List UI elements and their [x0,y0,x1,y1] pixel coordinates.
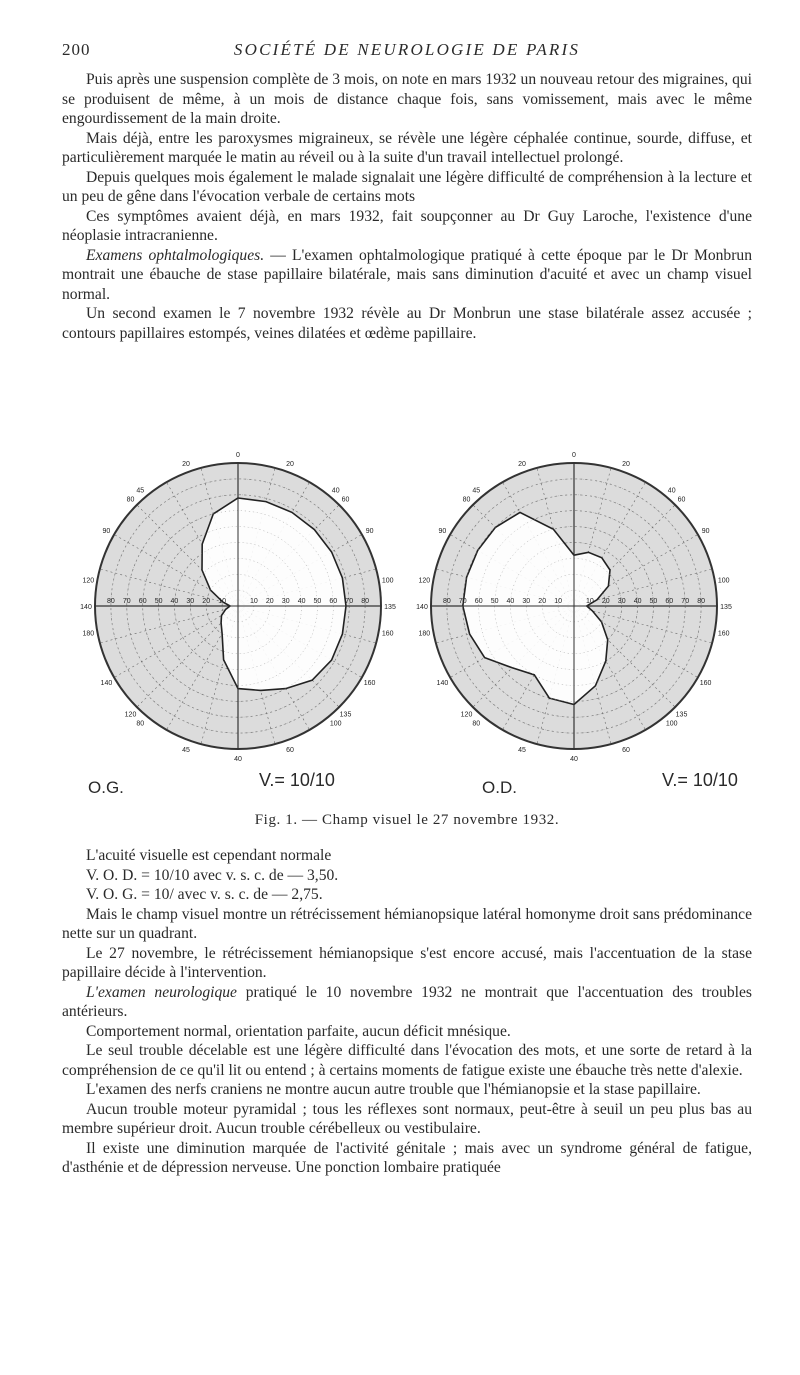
left-eye-radial-label: 60 [329,598,338,605]
left-eye-label: O.G. [88,778,124,797]
left-eye-rim-label: 180 [82,630,95,638]
right-eye-rim-label: 0 [572,452,576,459]
right-eye-rim-label: 120 [460,711,473,719]
right-eye-radial-label: 80 [443,598,451,605]
body-text-bottom [62,846,752,1178]
right-eye-rim-label: 20 [622,461,630,469]
paragraph: Un second examen le 7 novembre 1932 révèle au Dr Monbrun une stase bilatérale assez accusée ; contours papillaires estompés, veines dilatées et œdème papillaire. [62,305,752,342]
paragraph: L'examen des nerfs craniens ne montre aucun autre trouble que l'hémianopsie et la stase papillaire. [86,1081,701,1098]
paragraph: Comportement normal, orientation parfaite, aucun déficit mnésique. [86,1022,511,1040]
left-eye-radial-label: 50 [313,598,322,605]
journal-title: SOCIÉTÉ DE NEUROLOGIE DE PARIS [233,40,581,59]
paragraph-neuro [62,983,752,1022]
left-eye-rim-label: 140 [80,604,92,611]
right-eye-radial-label: 60 [474,598,483,605]
body-text-top [62,70,752,343]
figure-caption: Fig. 1. — Champ visuel le 27 novembre 1932. [254,812,560,828]
right-eye-radial-label: 30 [522,598,531,605]
paragraph-ophtalmo [62,246,752,305]
left-eye-rim-label: 45 [182,746,190,754]
right-eye-rim-label: 20 [518,461,526,469]
right-eye-rim-label: 180 [418,630,431,638]
left-eye-rim-label: 40 [234,756,242,763]
left-acuity-label: V.= 10/10 [259,770,335,790]
right-eye-radial-label: 60 [665,598,674,605]
left-eye-radial-label: 40 [297,598,306,605]
right-eye-radial-label: 20 [538,598,547,605]
left-eye-radial-label: 10 [250,598,258,605]
right-eye-radial-label: 10 [586,598,594,605]
left-eye-rim-label: 60 [341,496,350,504]
left-eye-rim-label: 120 [82,577,95,585]
left-eye-rim-label: 40 [331,487,340,495]
perimetry-charts [62,448,752,808]
right-eye-rim-label: 100 [717,577,730,585]
left-eye-rim-label: 0 [236,452,240,459]
paragraph: Il existe une diminution marquée de l'activité génitale ; mais avec un syndrome général de fatigue, d'asthénie et de dépression nerveuse. Une ponction lombaire pratiquée [62,1139,752,1176]
left-eye-radial-label: 40 [170,598,179,605]
left-eye-rim-label: 80 [126,496,135,504]
right-eye-rim-label: 90 [438,528,447,535]
right-eye-rim-label: 135 [720,604,732,611]
paragraph: Le seul trouble décelable est une légère difficulté dans l'évocation des mots, et une sorte de retard à la compréhension de ce qu'il lit ou entend ; à certains moments de fatigue existe une ébauche très nette d'alexie. [62,1042,752,1079]
paragraph: V. O. D. = 10/10 avec v. s. c. de — 3,50. [86,866,339,884]
left-eye-rim-label: 160 [363,680,376,687]
left-eye-radial-label: 30 [186,598,195,605]
left-eye-rim-label: 60 [286,746,294,754]
right-eye-radial-label: 30 [617,598,626,605]
right-eye-rim-label: 140 [436,680,449,687]
paragraph-text: pratiqué le 10 novembre 1932 ne montrait que l'accentuation des troubles antérieurs. [62,983,752,1020]
left-eye-radial-label: 70 [122,598,131,605]
paragraph: L'acuité visuelle est cependant normale [86,847,332,864]
right-eye-rim-label: 40 [570,756,578,763]
paragraph: Mais déjà, entre les paroxysmes migraineux, se révèle une légère céphalée continue, sourde, diffuse, et particulièrement marquée le matin au réveil ou à la suite d'un travail intellectuel prolongé. [62,129,752,166]
left-eye-radial-label: 60 [138,598,147,605]
right-eye-rim-label: 135 [675,711,688,719]
left-eye-rim-label: 100 [329,720,342,728]
right-eye-label: O.D. [482,778,517,797]
right-eye-rim-label: 100 [665,720,678,728]
right-eye-rim-label: 45 [472,487,481,495]
paragraph: Puis après une suspension complète de 3 mois, on note en mars 1932 un nouveau retour des migraines, qui se produisent de même, à un mois de distance chaque fois, sans vomissement, mais avec le même engourdissement de la main droite. [62,71,752,127]
running-head [62,40,752,62]
left-eye-radial-label: 80 [361,598,369,605]
right-eye-radial-label: 50 [649,598,658,605]
right-eye-rim-label: 80 [472,720,481,728]
section-heading: Examens ophtalmologiques. [86,246,265,264]
paragraph: Aucun trouble moteur pyramidal ; tous les réflexes sont normaux, peut-être à seuil un peu plus bas au membre supérieur droit. Aucun trouble cérébelleux ou vestibulaire. [62,1100,752,1137]
section-heading: L'examen neurologique [86,983,237,1001]
left-eye-rim-label: 160 [381,630,394,638]
left-eye-radial-label: 70 [345,598,354,605]
left-eye-rim-label: 135 [384,604,396,611]
right-eye-rim-label: 40 [667,487,676,495]
right-eye-rim-label: 90 [701,528,710,535]
left-eye-rim-label: 20 [182,461,190,469]
paragraph: V. O. G. = 10/ avec v. s. c. de — 2,75. [86,886,323,903]
paragraph-text: — L'examen ophtalmologique pratiqué à cette époque par le Dr Monbrun montrait une ébauche de stase papillaire bilatérale, mais sans diminution d'acuité et avec un champ visuel normal. [62,246,753,303]
left-eye-radial-label: 20 [202,598,211,605]
right-eye-rim-label: 160 [699,680,712,687]
left-eye-rim-label: 100 [381,577,394,585]
left-eye-rim-label: 90 [365,528,374,535]
right-eye-rim-label: 160 [717,630,730,638]
left-eye-radial-label: 20 [265,598,274,605]
right-eye-rim-label: 60 [622,746,630,754]
left-eye-rim-label: 80 [136,720,145,728]
left-eye-radial-label: 10 [218,598,226,605]
page-number: 200 [62,40,91,59]
left-eye-rim-label: 20 [286,461,294,469]
right-eye-radial-label: 70 [458,598,467,605]
left-eye-radial-label: 30 [281,598,290,605]
right-eye-radial-label: 10 [554,598,562,605]
right-eye-radial-label: 80 [697,598,705,605]
left-eye-rim-label: 140 [100,680,113,687]
right-eye-radial-label: 70 [681,598,690,605]
right-eye-rim-label: 80 [462,496,471,504]
left-eye-radial-label: 50 [154,598,163,605]
right-eye-rim-label: 120 [418,577,431,585]
right-eye-radial-label: 20 [601,598,610,605]
left-eye-rim-label: 90 [102,528,111,535]
right-eye-radial-label: 40 [633,598,642,605]
paragraph: Le 27 novembre, le rétrécissement hémianopsique s'est encore accusé, mais l'accentuation de la stase papillaire décide à l'intervention. [62,944,752,981]
paragraph: Mais le champ visuel montre un rétrécissement hémianopsique latéral homonyme droit sans prédominance nette sur un quadrant. [62,905,753,942]
right-eye-rim-label: 140 [416,604,428,611]
left-eye-rim-label: 120 [124,711,137,719]
left-eye-radial-label: 80 [107,598,115,605]
right-eye-rim-label: 45 [518,746,526,754]
right-acuity-label: V.= 10/10 [662,770,738,790]
right-eye-rim-label: 60 [677,496,686,504]
right-eye-radial-label: 50 [490,598,499,605]
left-eye-rim-label: 135 [339,711,352,719]
paragraph: Depuis quelques mois également le malade signalait une légère difficulté de compréhension à la lecture et un peu de gêne dans l'évocation verbale de certains mots [62,168,752,205]
visual-field-figure [62,448,752,808]
left-eye-rim-label: 45 [136,487,145,495]
paragraph: Ces symptômes avaient déjà, en mars 1932, fait soupçonner au Dr Guy Laroche, l'existence d'une néoplasie intracranienne. [62,207,752,244]
right-eye-radial-label: 40 [506,598,515,605]
